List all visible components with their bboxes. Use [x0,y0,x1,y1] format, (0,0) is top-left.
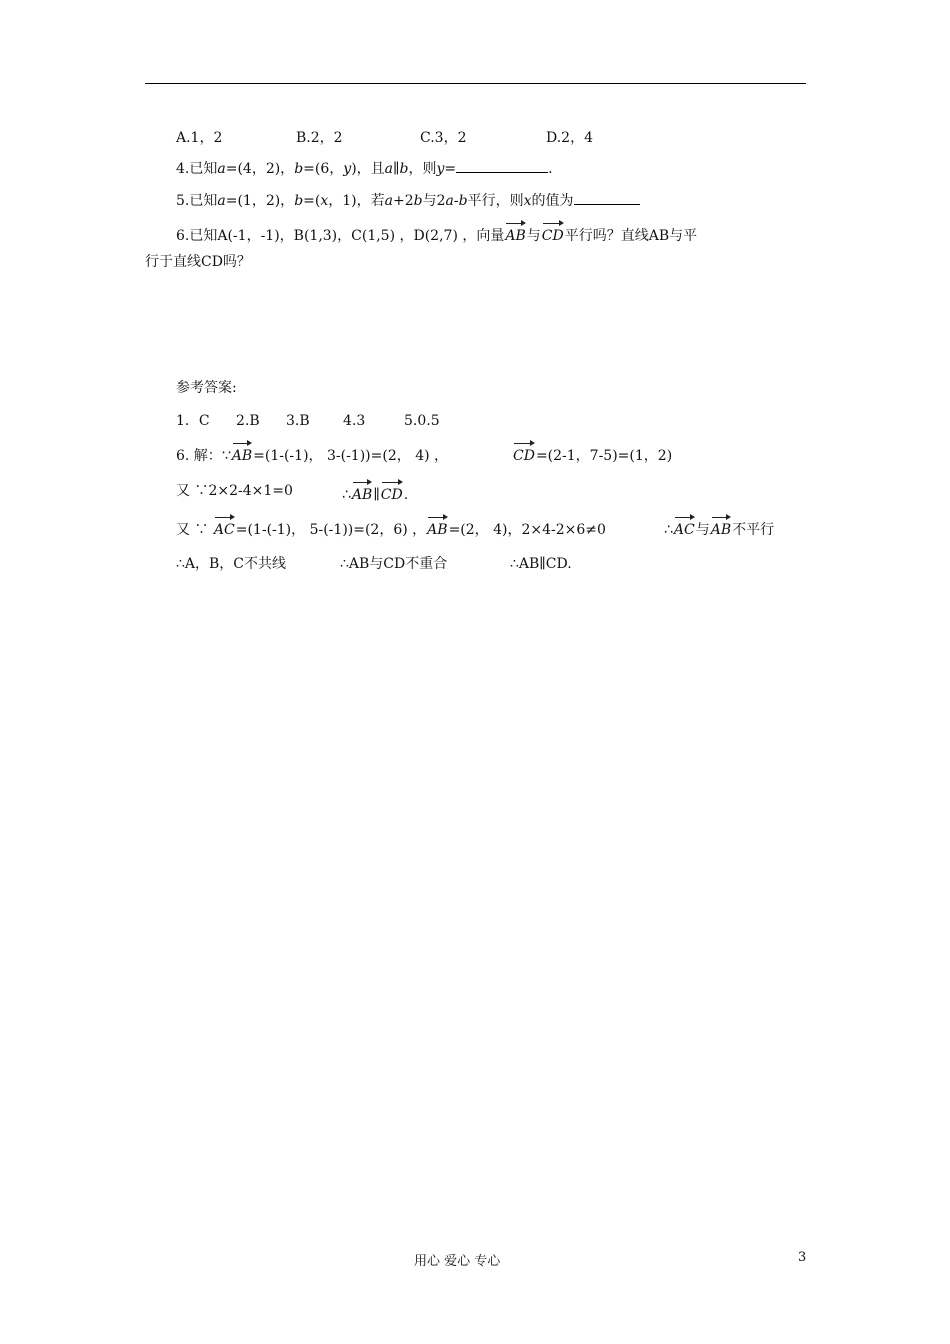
q3-option-d: D.2，4 [546,130,593,146]
header-rule [145,83,806,84]
vector-ab: AB [711,516,731,540]
vector-ab: AB [427,516,447,540]
solution-line-1: 6. 解：∵AB=(1-(-1)， 3-(-1))=(2， 4) ， [176,442,448,466]
vector-ab: AB [232,442,252,466]
vector-ab: AB [505,222,525,246]
question-4: 4.已知a=(4，2)，b=(6，y)，且a∥b，则y= . [176,158,553,179]
vector-cd: CD [542,222,564,246]
conclusion-not-coincident: ∴AB与CD不重合 [340,556,448,572]
solution-line-2-therefore: ∴AB∥CD. [342,481,408,505]
page-number: 3 [798,1250,807,1265]
q3-option-c: C.3，2 [420,130,467,146]
solution-line-3: 又 ∵ AC=(1-(-1)， 5-(-1))=(2，6) ，AB=(2， 4)，2×4-2×6≠0 [176,516,606,540]
answer-3: 3.B [286,413,310,429]
vector-ab: AB [352,481,372,505]
vector-cd: CD [381,481,403,505]
solution-line-3-conclusion: ∴AC与AB不平行 [664,516,774,540]
q5-answer-blank [574,190,640,205]
question-5: 5.已知a=(1，2)，b=(x，1)，若a+2b与2a-b平行，则x的值为 [176,190,640,211]
conclusion-not-collinear: ∴A，B，C不共线 [176,556,287,572]
question-6-line-1: 6.已知A(-1，-1)，B(1,3)，C(1,5) ，D(2,7) ，向量AB与CD平行吗？直线AB与平 [176,222,697,246]
question-6-line-2: 行于直线CD吗？ [145,254,251,270]
answer-4: 4.3 [343,413,366,429]
answers-heading: 参考答案: [176,380,237,396]
q4-answer-blank [456,158,548,173]
answer-2: 2.B [236,413,260,429]
answer-5: 5.0.5 [404,413,440,429]
conclusion-parallel: ∴AB∥CD. [510,556,572,572]
footer-motto: 用心 爱心 专心 [414,1254,501,1269]
vector-cd: CD [513,442,535,466]
vector-ac: AC [674,516,695,540]
solution-line-2: 又 ∵2×2-4×1=0 [176,483,293,499]
solution-line-1-cd: CD=(2-1，7-5)=(1，2) [512,442,672,466]
vector-ac: AC [214,516,235,540]
q3-option-b: B.2，2 [296,130,343,146]
q3-option-a: A.1，2 [176,130,223,146]
answer-1: 1．C [176,413,210,429]
